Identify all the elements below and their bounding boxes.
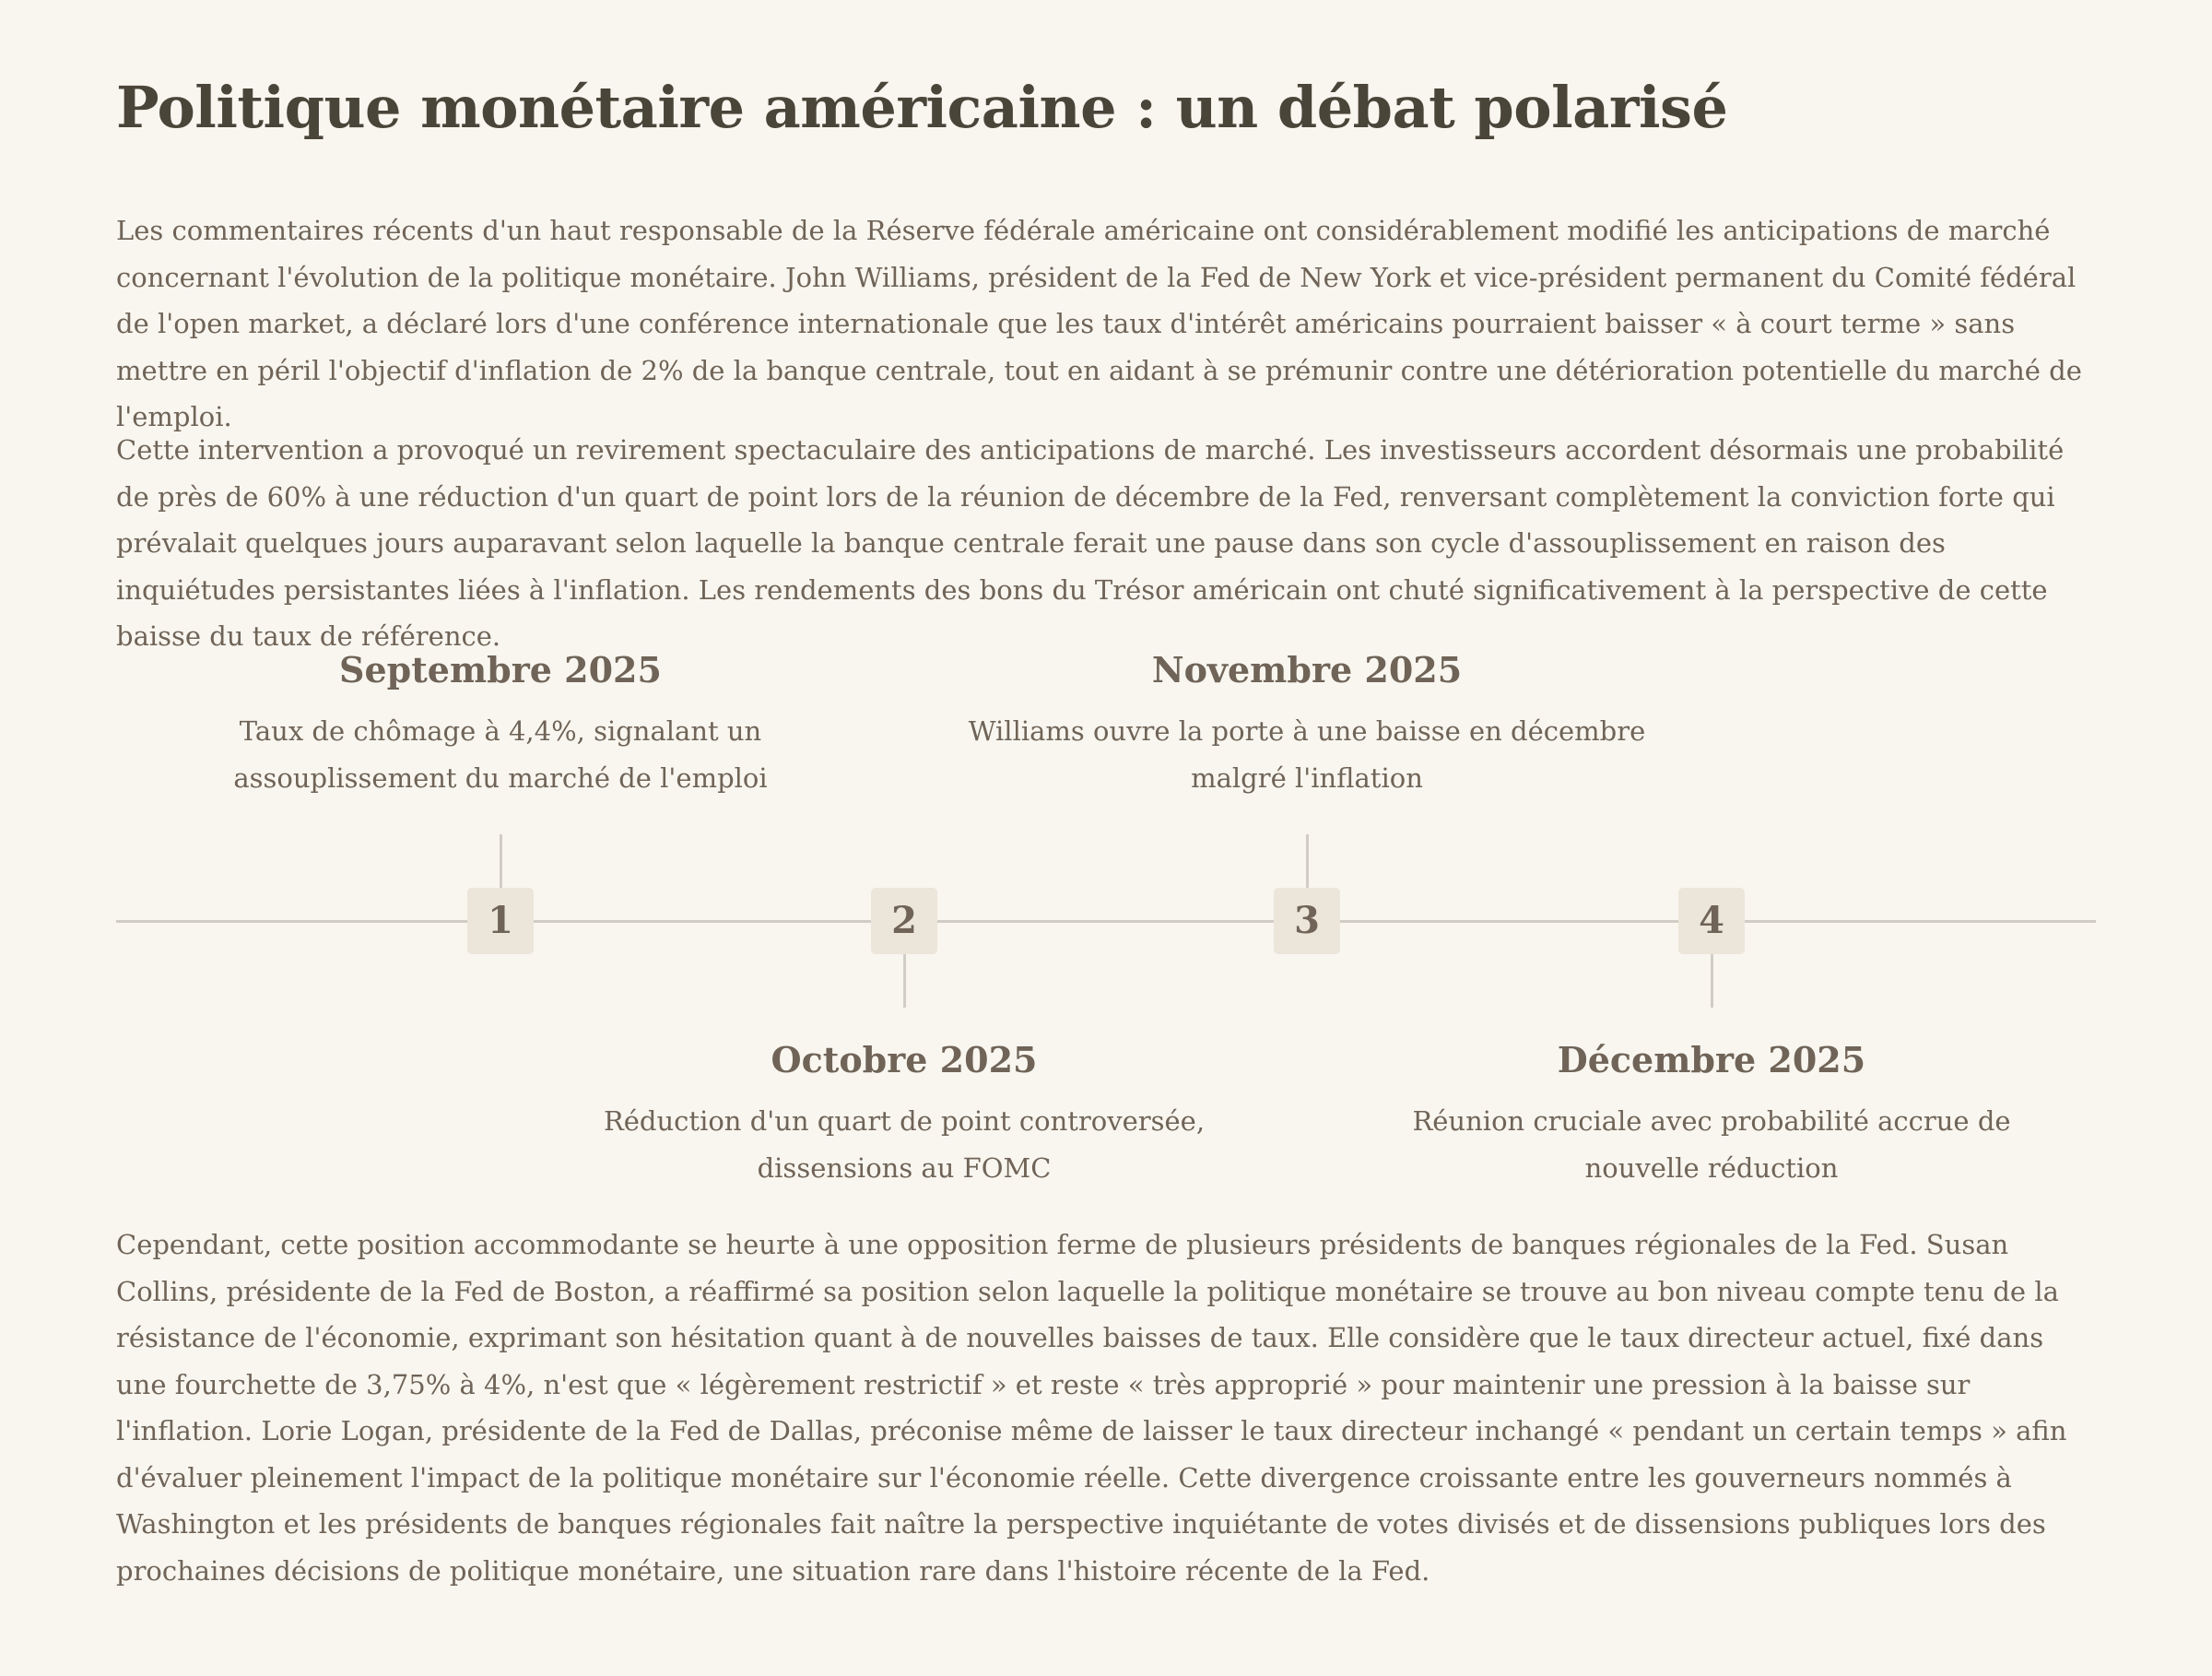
event-description: Williams ouvre la porte à une baisse en décembre malgré l'inflation xyxy=(968,715,1646,794)
timeline-stem-3 xyxy=(1306,834,1309,888)
event-description: Taux de chômage à 4,4%, signalant un assouplissement du marché de l'emploi xyxy=(233,715,768,794)
event-date: Septembre 2025 xyxy=(339,649,662,690)
timeline xyxy=(116,627,2096,1217)
opposition-paragraph: Cependant, cette position accommodante se heurte à une opposition ferme de plusieurs présidents de banques régionales de la Fed. Susan Collins, présidente de la Fed de Boston, a réaffirmé sa position selon laquelle la politique monétaire se trouve au bon niveau compte tenu de la résistance de l'économie, exprimant son hésitation quant à de nouvelles baisses de taux. Elle considère que le taux directeur actuel, fixé dans une fourchette de 3,75% à 4%, n'est que « légèrement restrictif » et reste « très approprié » pour maintenir une pression à la baisse sur l'inflation. Lorie Logan, présidente de la Fed de Dallas, préconise même de laisser le taux directeur inchangé « pendant un certain temps » afin d'évaluer pleinement l'impact de la politique monétaire sur l'économie réelle. Cette divergence croissante entre les gouverneurs nommés à Washington et les présidents de banques régionales fait naître la perspective inquiétante de votes divisés et de dissensions publiques lors des prochaines décisions de politique monétaire, une situation rare dans l'histoire récente de la Fed. xyxy=(116,1229,2067,1587)
event-date: Octobre 2025 xyxy=(771,1039,1038,1080)
timeline-marker-1: 1 xyxy=(467,888,534,954)
market-paragraph: Cette intervention a provoqué un revirement spectaculaire des anticipations de marché. Les investisseurs accordent désormais une probabilité de près de 60% à une réduction d'un quart de point lors de la réunion de décembre de la Fed, renversant complètement la conviction forte qui prévalait quelques jours auparavant selon laquelle la banque centrale ferait une pause dans son cycle d'assouplissement en raison des inquiétudes persistantes liées à l'inflation. Les rendements des bons du Trésor américain ont chuté significativement à la perspective de cette baisse du taux de référence. xyxy=(116,434,2065,652)
timeline-event-1 xyxy=(141,638,860,802)
timeline-stem-1 xyxy=(500,834,502,888)
timeline-event-2 xyxy=(545,1028,1264,1192)
page-title: Politique monétaire américaine : un débat polarisé xyxy=(116,74,1728,141)
timeline-stem-2 xyxy=(903,954,906,1008)
timeline-stem-4 xyxy=(1711,954,1713,1008)
timeline-marker-2: 2 xyxy=(871,888,937,954)
event-description: Réduction d'un quart de point controversée, dissensions au FOMC xyxy=(603,1105,1206,1184)
timeline-marker-3: 3 xyxy=(1274,888,1340,954)
event-date: Décembre 2025 xyxy=(1557,1039,1866,1080)
intro-paragraph: Les commentaires récents d'un haut responsable de la Réserve fédérale américaine ont considérablement modifié les anticipations de marché concernant l'évolution de la politique monétaire. John Williams, président de la Fed de New York et vice-président permanent du Comité fédéral de l'open market, a déclaré lors d'une conférence internationale que les taux d'intérêt américains pourraient baisser « à court terme » sans mettre en péril l'objectif d'inflation de 2% de la banque centrale, tout en aidant à se prémunir contre une détérioration potentielle du marché de l'emploi. xyxy=(116,215,2082,432)
event-description: Réunion cruciale avec probabilité accrue de nouvelle réduction xyxy=(1412,1105,2011,1184)
event-date: Novembre 2025 xyxy=(1151,649,1463,690)
timeline-axis xyxy=(116,920,2096,923)
timeline-event-3 xyxy=(947,638,1666,802)
timeline-marker-4: 4 xyxy=(1678,888,1745,954)
timeline-event-4 xyxy=(1352,1028,2071,1192)
